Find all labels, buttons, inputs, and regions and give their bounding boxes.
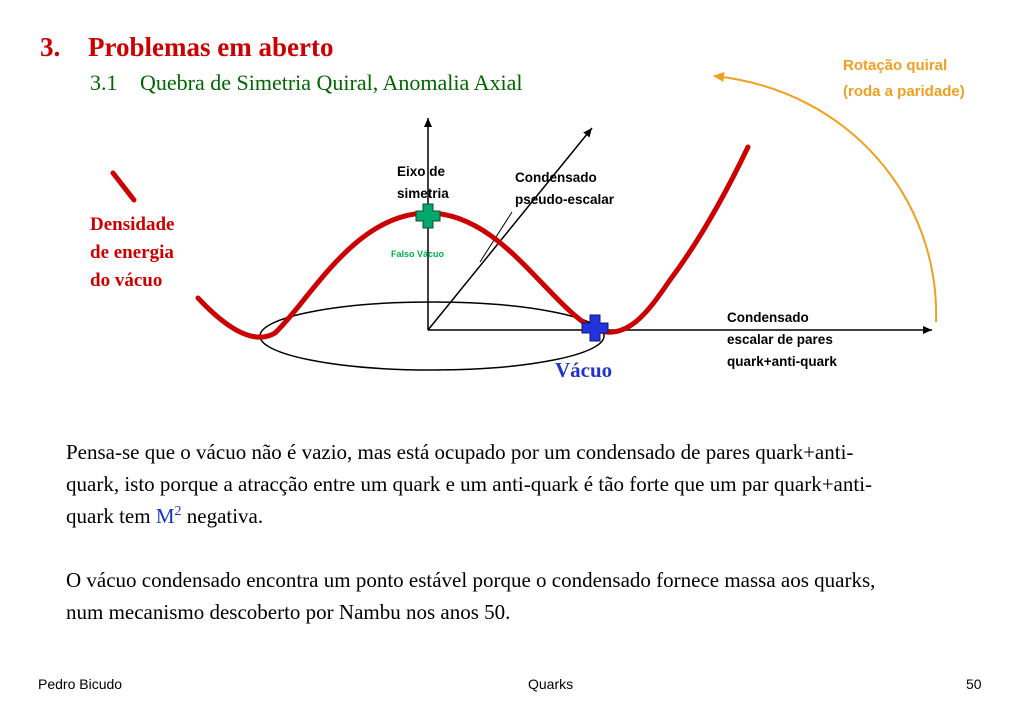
symmetry-axis-label: Eixo de simetria — [397, 164, 449, 201]
paragraph-nambu: O vácuo condensado encontra um ponto estável porque o condensado fornece massa aos quarks, num mecanismo descoberto por Nambu nos anos 50. — [66, 568, 876, 624]
chiral-rotation-arrow — [714, 76, 936, 322]
energy-density-label: Densidade de energia do vácuo — [90, 214, 175, 291]
footer-author: Pedro Bicudo — [38, 676, 123, 692]
subsection-number: 3.1 — [90, 70, 118, 95]
footer-topic: Quarks — [528, 676, 574, 692]
footer-page-number: 50 — [966, 676, 982, 692]
subsection-title: Quebra de Simetria Quiral, Anomalia Axial — [140, 70, 523, 95]
section-title: Problemas em aberto — [88, 32, 334, 62]
mass-squared-symbol: $M^2$ — [155, 504, 182, 528]
paragraph-condensate-end: negativa. — [181, 504, 264, 528]
vacuum-label: Vácuo — [555, 358, 613, 382]
potential-curve — [198, 147, 748, 337]
chiral-rotation-label: Rotação quiral (roda a paridade) — [843, 57, 965, 100]
curve-fragment — [113, 173, 134, 200]
pseudo-scalar-axis — [428, 128, 592, 330]
vacuum-ellipse — [260, 302, 604, 370]
false-vacuum-marker — [416, 204, 440, 228]
mass-exponent: 2 — [174, 504, 182, 519]
paragraph-condensate — [66, 436, 906, 532]
pseudo-scalar-label: Condensado pseudo-escalar — [515, 170, 615, 207]
paragraph-condensate-text: Pensa-se que o vácuo não é vazio, mas está ocupado por um condensado de pares quark+anti-quark, isto porque a atracção entre um quark e um anti-quark é tão forte que um par quark+anti-quark tem — [66, 440, 873, 528]
false-vacuum-label: Falso Vácuo — [391, 249, 445, 259]
section-number: 3. — [40, 32, 61, 62]
scalar-condensate-label: Condensado escalar de pares quark+anti-quark — [727, 310, 837, 369]
